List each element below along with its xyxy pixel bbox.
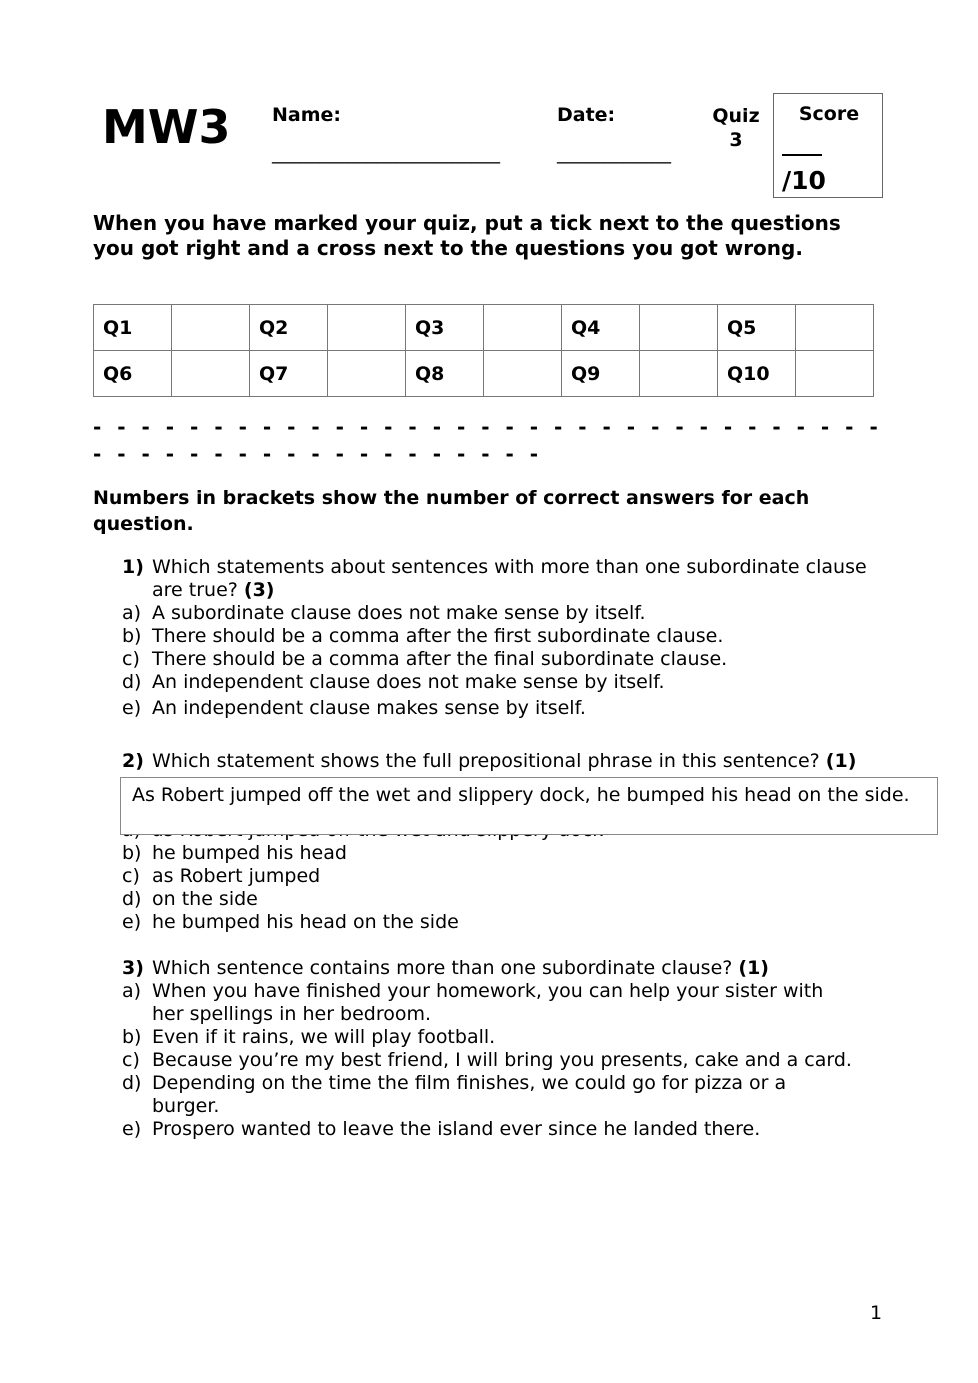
answer-count: (1) (738, 957, 769, 979)
quiz-number-label (710, 104, 762, 152)
tracker-label: Q4 (562, 305, 640, 351)
question-prompt: Which statements about sentences with more than one subordinate clause are true? (152, 556, 867, 601)
tracker-mark-cell[interactable] (484, 351, 562, 397)
question-text (152, 750, 892, 773)
option-letter: c) (122, 865, 140, 887)
page-number: 1 (870, 1302, 883, 1324)
score-label: Score (798, 103, 860, 125)
option-letter: b) (122, 1026, 142, 1048)
name-field-line[interactable]: ________________________ (272, 142, 500, 164)
brackets-note: Numbers in brackets show the number of correct answers for each question. (93, 487, 810, 535)
question-prompt: Which sentence contains more than one subordinate clause? (152, 957, 733, 979)
score-blank-line[interactable] (782, 154, 822, 156)
option-text: Even if it rains, we will play football. (152, 1026, 496, 1048)
quiz-number: 3 (729, 129, 743, 151)
option-text: When you have finished your homework, you can help your sister with her spellings in her bedroom. (152, 980, 824, 1025)
option-letter: e) (122, 1118, 142, 1140)
score-out-of: /10 (782, 166, 826, 195)
option-text: Prospero wanted to leave the island ever since he landed there. (152, 1118, 761, 1140)
option-letter: a) (122, 602, 142, 624)
option-text: he bumped his head on the side (152, 911, 459, 933)
option-letter: d) (122, 1072, 142, 1094)
example-sentence-box: As Robert jumped off the wet and slippery dock, he bumped his head on the side. (120, 777, 938, 835)
question-prompt: Which statement shows the full prepositional phrase in this sentence? (152, 750, 820, 772)
option-letter: a) (122, 980, 142, 1002)
tracker-row (94, 351, 874, 397)
tracker-label: Q8 (406, 351, 484, 397)
date-label: Date: (557, 104, 616, 126)
tracker-mark-cell[interactable] (796, 351, 874, 397)
answer-count: (3) (243, 579, 275, 601)
question-number: 3) (122, 957, 144, 979)
date-field-line[interactable]: ____________ (557, 142, 671, 164)
tracker-label: Q9 (562, 351, 640, 397)
option-letter: b) (122, 625, 142, 647)
tracker-label: Q1 (94, 305, 172, 351)
option-text: Depending on the time the film finishes, we could go for pizza or a burger. (152, 1072, 787, 1117)
question-text (152, 957, 892, 980)
option-letter: e) (122, 697, 142, 719)
score-box (773, 93, 883, 198)
tracker-label: Q5 (718, 305, 796, 351)
question-tracker-table (93, 304, 874, 397)
question-number: 2) (122, 750, 144, 772)
tracker-mark-cell[interactable] (172, 351, 250, 397)
option-text: There should be a comma after the final subordinate clause. (152, 648, 728, 670)
tracker-mark-cell[interactable] (484, 305, 562, 351)
tracker-mark-cell[interactable] (172, 305, 250, 351)
tracker-mark-cell[interactable] (328, 351, 406, 397)
tracker-mark-cell[interactable] (796, 305, 874, 351)
option-text: A subordinate clause does not make sense by itself. (152, 602, 646, 624)
option-text: on the side (152, 888, 258, 910)
option-letter: d) (122, 888, 142, 910)
quiz-label: Quiz (712, 105, 760, 127)
option-text: Because you’re my best friend, I will bring you presents, cake and a card. (152, 1049, 852, 1071)
option-letter: c) (122, 1049, 140, 1071)
answer-count: (1) (825, 750, 857, 772)
option-text: An independent clause does not make sense by itself. (152, 671, 665, 693)
option-text: There should be a comma after the first subordinate clause. (152, 625, 724, 647)
tracker-row (94, 305, 874, 351)
option-text: he bumped his head (152, 842, 347, 864)
quiz-code: MW3 (102, 100, 231, 154)
tracker-mark-cell[interactable] (328, 305, 406, 351)
cut-line-separator: - - - - - - - - - - - - - - - - - - - - - - - - - - - - - - - - - - - - - - - - - - - - - - - - - - - - (93, 415, 882, 466)
tracker-label: Q2 (250, 305, 328, 351)
question-text (152, 556, 892, 602)
marking-instruction: When you have marked your quiz, put a tick next to the questions you got right and a cross next to the questions you got wrong. (93, 211, 841, 260)
tracker-mark-cell[interactable] (640, 351, 718, 397)
option-letter: c) (122, 648, 140, 670)
option-letter: d) (122, 671, 142, 693)
name-label: Name: (272, 104, 342, 126)
option-text: An independent clause makes sense by itself. (152, 697, 586, 719)
tracker-label: Q7 (250, 351, 328, 397)
option-letter: e) (122, 911, 142, 933)
tracker-mark-cell[interactable] (640, 305, 718, 351)
tracker-label: Q6 (94, 351, 172, 397)
question-number: 1) (122, 556, 144, 578)
tracker-label: Q3 (406, 305, 484, 351)
option-letter: b) (122, 842, 142, 864)
option-text: as Robert jumped (152, 865, 321, 887)
tracker-label: Q10 (718, 351, 796, 397)
